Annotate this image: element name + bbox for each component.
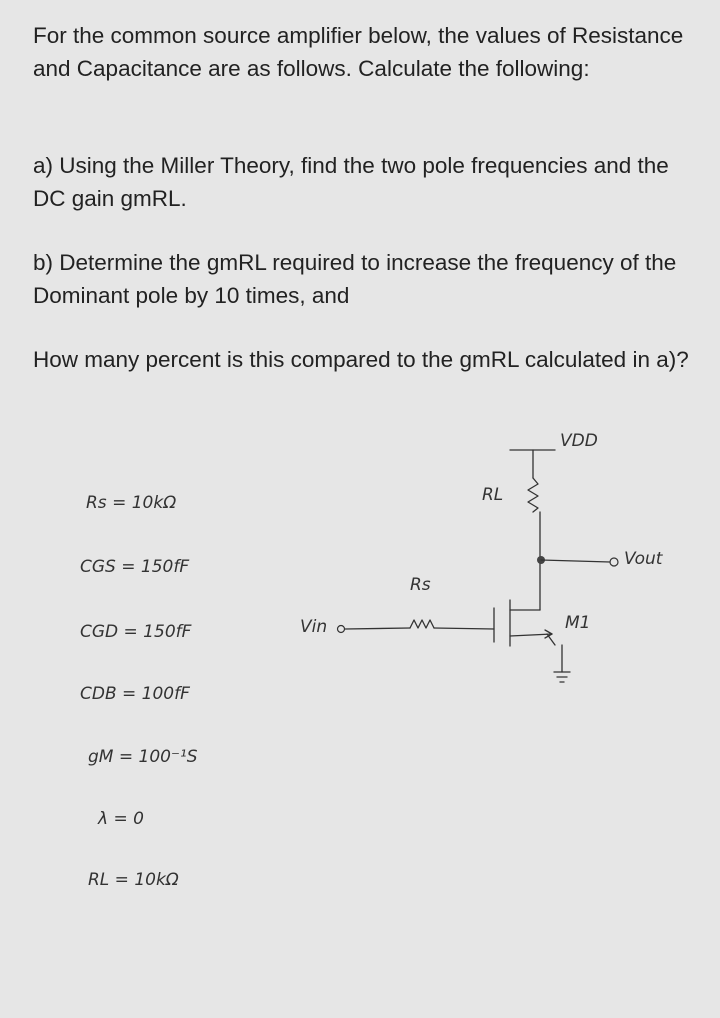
vin-wire [345, 628, 410, 629]
value-rs: Rs = 10kΩ [86, 493, 177, 513]
gate-wire [434, 628, 494, 629]
rl-resistor-icon [528, 478, 538, 512]
rl-label: RL [482, 485, 504, 505]
question-part-b: b) Determine the gmRL required to increase the frequency of the Dominant pole by 10 times, and [33, 250, 677, 308]
m1-label: M1 [565, 613, 591, 633]
question-part-a: a) Using the Miller Theory, find the two pole frequencies and the DC gain gmRL. [33, 153, 669, 211]
vout-label: Vout [624, 549, 663, 569]
value-cgs: CGS = 150fF [80, 557, 190, 577]
vin-terminal [338, 626, 345, 633]
value-gm: gM = 100⁻¹S [88, 747, 198, 767]
vout-wire [541, 560, 610, 562]
rs-label: Rs [410, 575, 431, 595]
value-cgd: CGD = 150fF [80, 622, 192, 642]
source-connection [510, 634, 552, 636]
vout-terminal [610, 558, 618, 566]
value-rl: RL = 10kΩ [88, 870, 179, 890]
vin-label: Vin [300, 617, 328, 637]
question-part-c: How many percent is this compared to the gmRL calculated in a)? [33, 347, 689, 372]
value-cdb: CDB = 100fF [80, 684, 190, 704]
value-lambda: λ = 0 [98, 809, 144, 829]
rs-resistor-icon [410, 620, 434, 628]
circuit-schematic [300, 431, 664, 682]
vdd-label: VDD [560, 431, 598, 451]
source-bend [547, 634, 555, 645]
question-intro: For the common source amplifier below, the values of Resistance and Capacitance are as follows. Calculate the following: [33, 23, 684, 81]
